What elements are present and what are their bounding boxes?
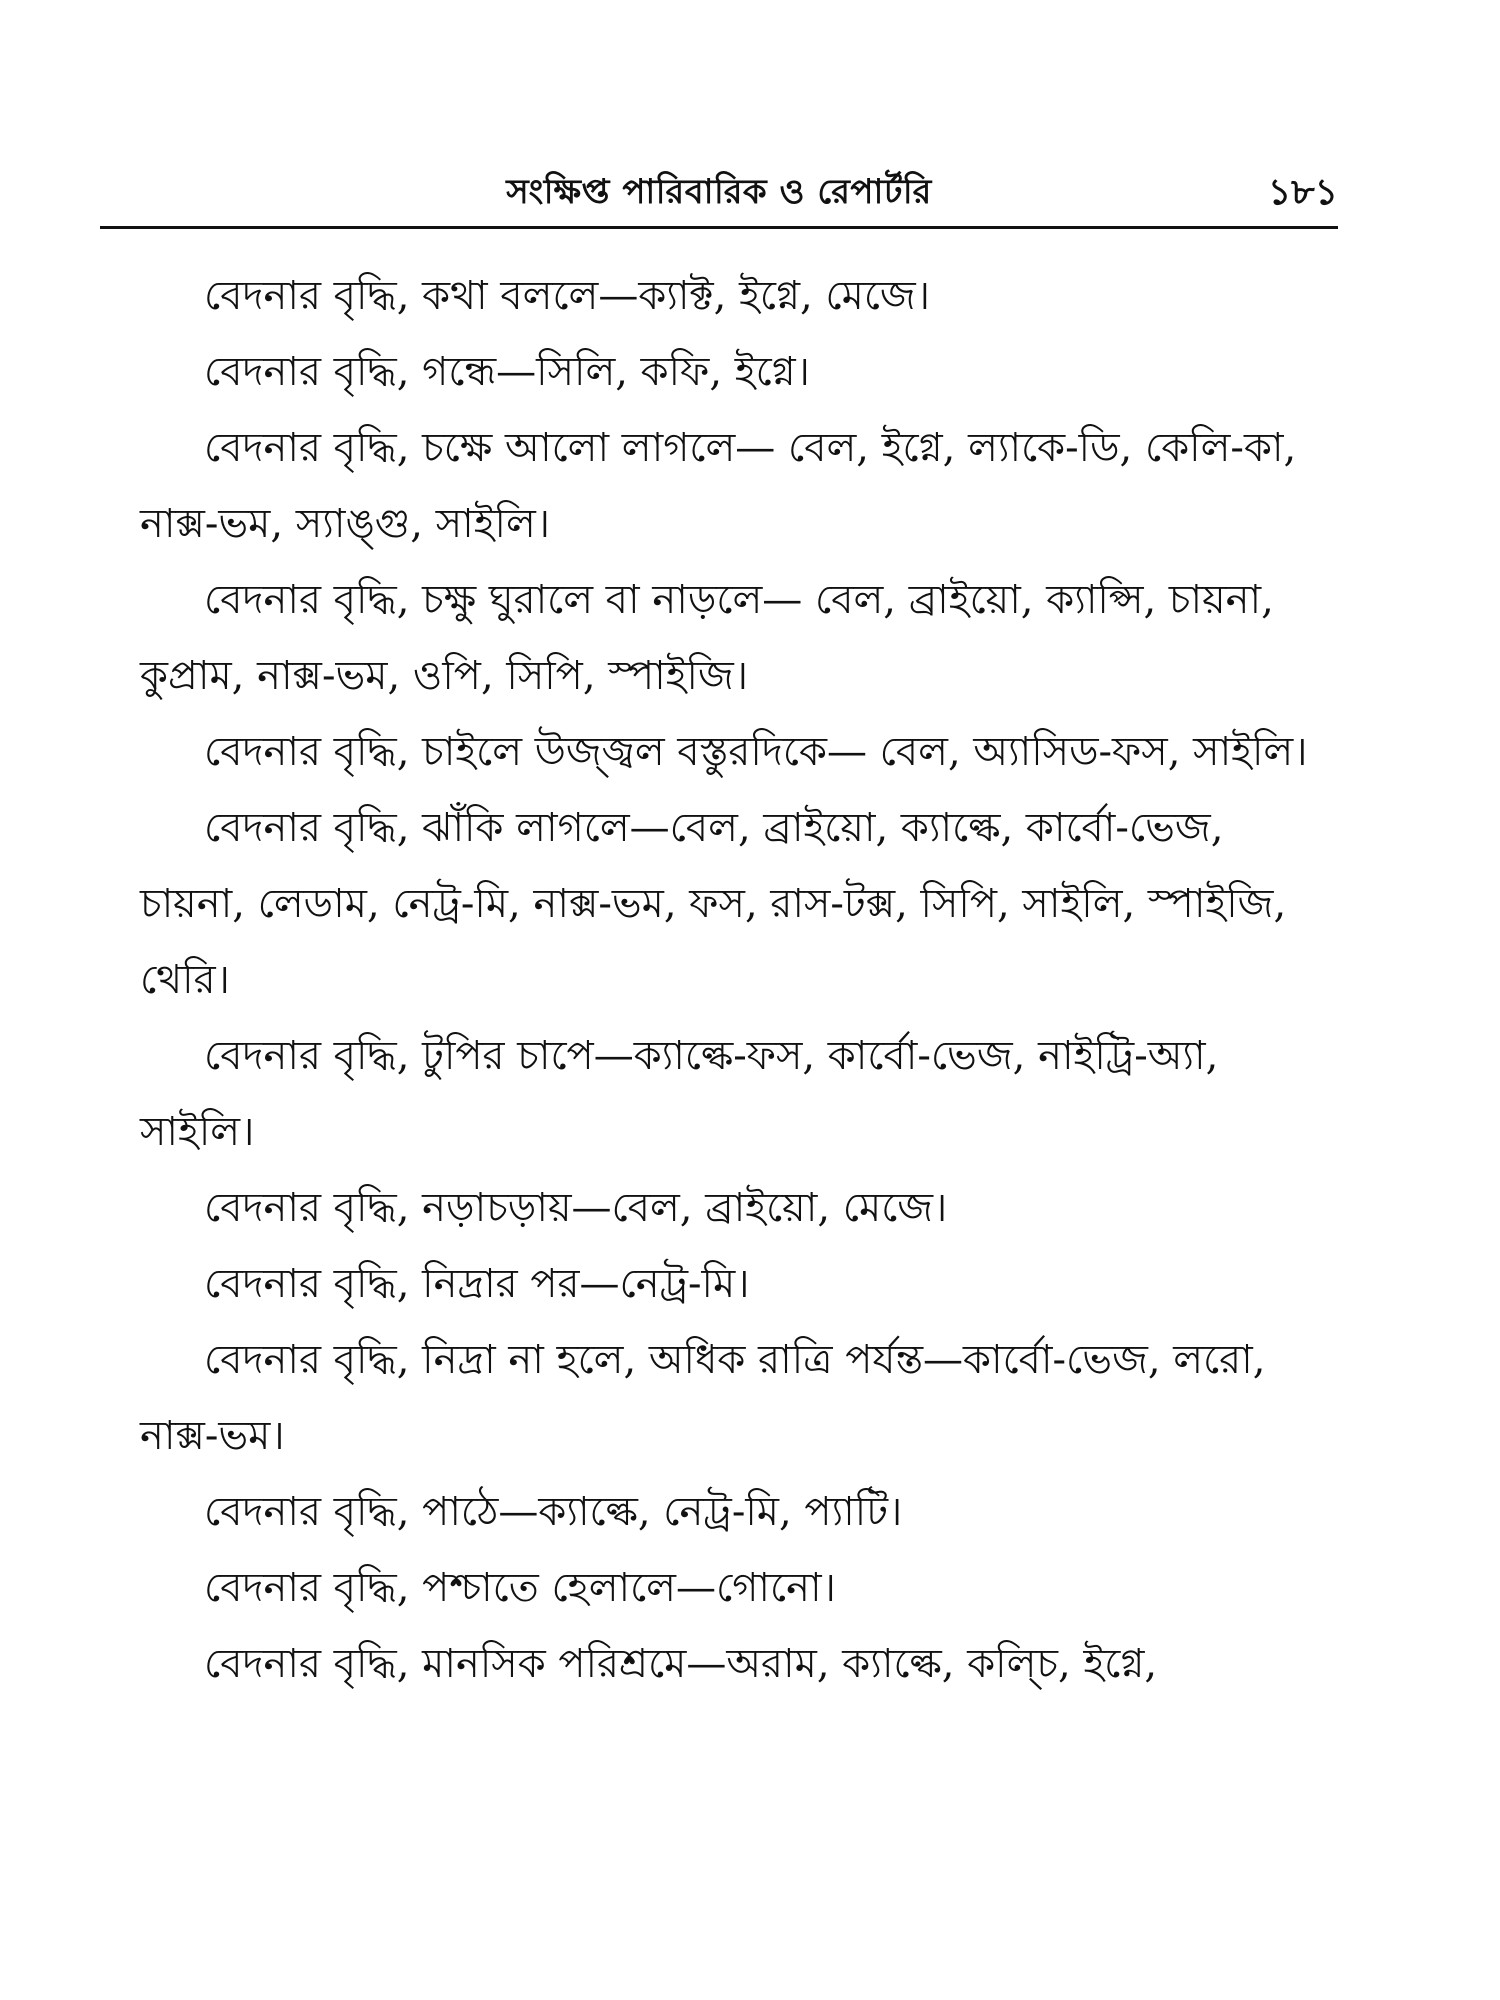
paragraph: বেদনার বৃদ্ধি, গন্ধে—সিলি, কফি, ইগ্নে। (204, 349, 810, 395)
page-number: ১৮১ (1267, 171, 1338, 213)
paragraph: বেদনার বৃদ্ধি, চাইলে উজ্জ্বল বস্তুরদিকে— বেল, অ্যাসিড-ফস, সাইলি। (204, 729, 1308, 775)
paragraph: বেদনার বৃদ্ধি, পশ্চাতে হেলালে—গোনো। (204, 1565, 836, 1611)
paragraph: বেদনার বৃদ্ধি, নিদ্রার পর—নেট্র-মি। (204, 1261, 750, 1307)
running-header (100, 168, 1338, 228)
paragraph: বেদনার বৃদ্ধি, মানসিক পরিশ্রমে—অরাম, ক্যাল্কে, কল্চি, ইগ্নে, (204, 1641, 1158, 1687)
paragraph: বেদনার বৃদ্ধি, কথা বললে—ক্যাক্ট, ইগ্নে, মেজে। (204, 273, 931, 319)
paragraph: বেদনার বৃদ্ধি, চক্ষে আলো লাগলে— বেল, ইগ্নে, ল্যাকে-ডি, কেলি-কা, নাক্স-ভম, স্যাঙ্গু, সাইলি। (140, 425, 1297, 547)
paragraph: বেদনার বৃদ্ধি, পাঠে—ক্যাল্কে, নেট্র-মি, প্যাটি। (204, 1489, 903, 1535)
header-rule (100, 226, 1338, 229)
paragraph: বেদনার বৃদ্ধি, ঝাঁকি লাগলে—বেল, ব্রাইয়ো, ক্যাল্কে, কার্বো-ভেজ, চায়না, লেডাম, নেট্র-মি, নাক্স-ভম, ফস, রাস-টক্স, সিপি, সাইলি, স্পাইজি, থেরি। (140, 805, 1287, 1003)
paragraph: বেদনার বৃদ্ধি, নিদ্রা না হলে, অধিক রাত্রি পর্যন্ত—কার্বো-ভেজ, লরো, নাক্স-ভম। (140, 1337, 1266, 1459)
body-text (140, 258, 1338, 1702)
paragraph: বেদনার বৃদ্ধি, চক্ষু ঘুরালে বা নাড়লে— বেল, ব্রাইয়ো, ক্যাপ্সি, চায়না, কুপ্রাম, নাক্স-ভম, ওপি, সিপি, স্পাইজি। (140, 577, 1274, 699)
paragraph: বেদনার বৃদ্ধি, নড়াচড়ায়—বেল, ব্রাইয়ো, মেজে। (204, 1185, 948, 1231)
paragraph: বেদনার বৃদ্ধি, টুপির চাপে—ক্যাল্কে-ফস, কার্বো-ভেজ, নাইট্রি-অ্যা, সাইলি। (140, 1033, 1219, 1155)
header-title: সংক্ষিপ্ত পারিবারিক ও রেপার্টরি (506, 172, 932, 212)
